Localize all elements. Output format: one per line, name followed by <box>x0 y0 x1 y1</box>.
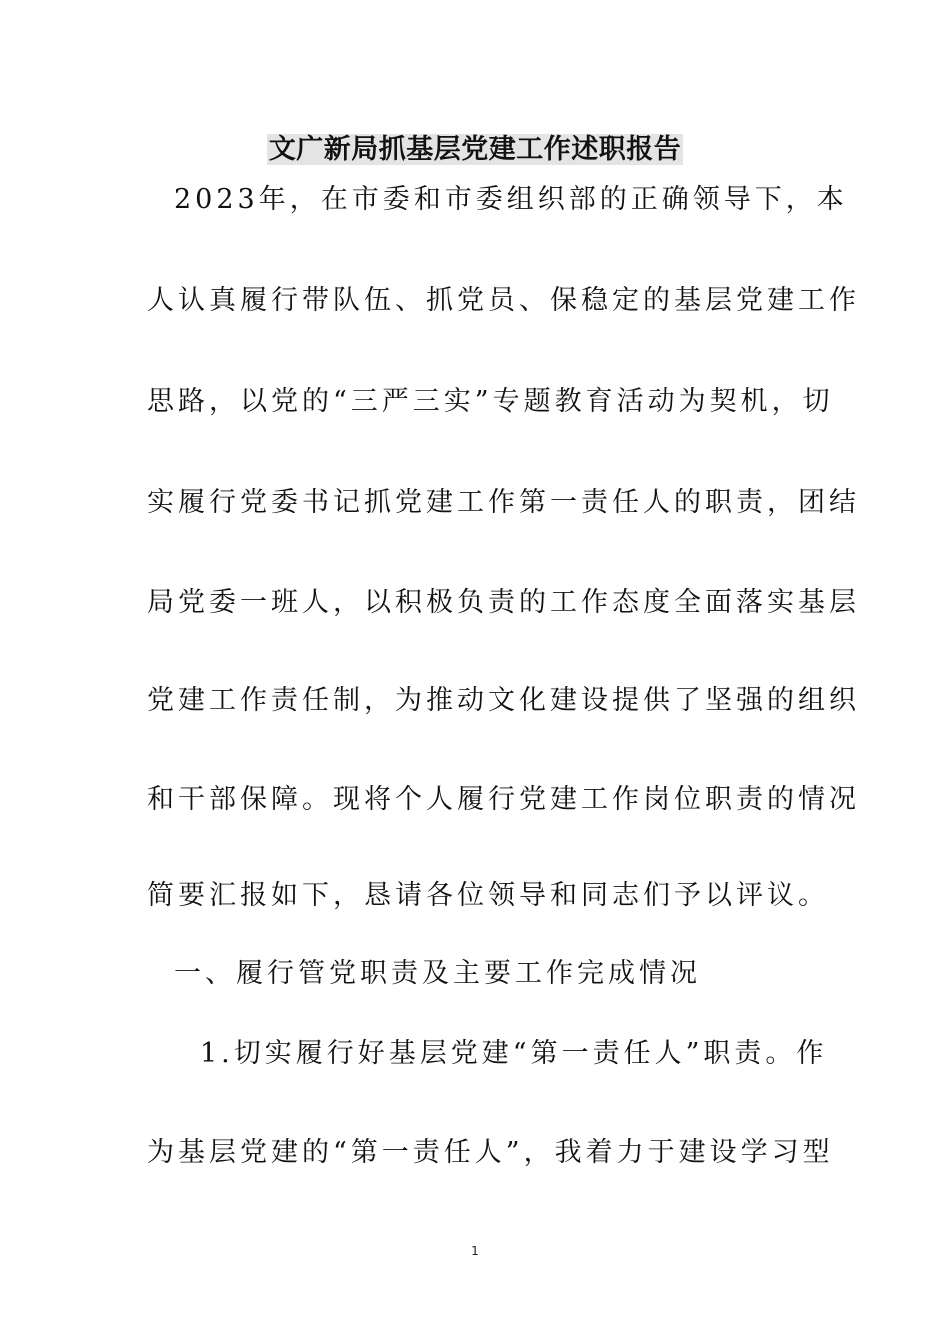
section-heading: 一、履行管党职责及主要工作完成情况 <box>174 958 701 989</box>
text-line-10: 1.切实履行好基层党建“第一责任人”职责。作 <box>200 1038 828 1069</box>
text-line-1: 2023年，在市委和市委组织部的正确领导下，本 <box>174 184 848 215</box>
document-title-text: 文广新局抓基层党建工作述职报告 <box>268 134 682 165</box>
text-line-7: 和干部保障。现将个人履行党建工作岗位职责的情况 <box>147 784 860 815</box>
text-line-2: 人认真履行带队伍、抓党员、保稳定的基层党建工作 <box>147 285 860 316</box>
text-line-3: 思路，以党的“三严三实”专题教育活动为契机，切 <box>147 386 834 417</box>
page-number: 1 <box>471 1244 479 1258</box>
text-line-8: 简要汇报如下，恳请各位领导和同志们予以评议。 <box>147 880 829 911</box>
document-title <box>0 131 950 169</box>
text-line-6: 党建工作责任制，为推动文化建设提供了坚强的组织 <box>147 685 860 716</box>
text-line-11: 为基层党建的“第一责任人”，我着力于建设学习型 <box>147 1137 834 1168</box>
text-line-4: 实履行党委书记抓党建工作第一责任人的职责，团结 <box>147 487 860 518</box>
text-line-5: 局党委一班人，以积极负责的工作态度全面落实基层 <box>147 587 860 618</box>
